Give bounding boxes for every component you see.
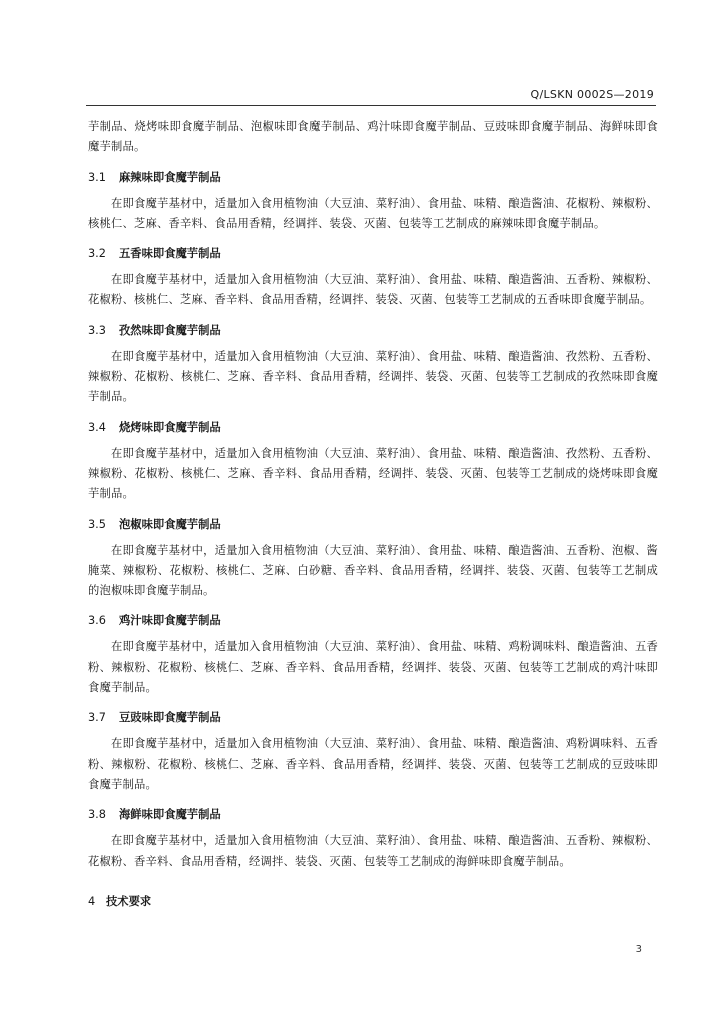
section-body-3-6: 在即食魔芋基材中，适量加入食用植物油（大豆油、菜籽油）、食用盐、味精、鸡粉调味料、酿造酱油、五香粉、辣椒粉、花椒粉、核桃仁、芝麻、香辛料、食品用香精，经调拌、装袋、灭菌、包装等工艺制成的鸡汁味即食魔芋制品。 [88, 640, 658, 695]
section-heading-3-3 [88, 321, 658, 341]
section-title: 泡椒味即食魔芋制品 [119, 517, 221, 531]
section-number: 3.2 [88, 247, 106, 261]
section-number: 3.8 [88, 808, 106, 822]
section-title: 孜然味即食魔芋制品 [119, 323, 221, 337]
section-title: 烧烤味即食魔芋制品 [119, 420, 221, 434]
section-heading-3-6 [88, 611, 658, 631]
section-heading-3-5 [88, 515, 658, 535]
section-number: 4 [88, 894, 96, 908]
section-number: 3.6 [88, 614, 106, 628]
section-heading-3-8 [88, 805, 658, 825]
section-title: 五香味即食魔芋制品 [119, 247, 221, 261]
document-body [88, 117, 658, 912]
section-title: 鸡汁味即食魔芋制品 [119, 614, 221, 628]
section-heading-3-2 [88, 244, 658, 264]
intro-paragraph: 芋制品、烧烤味即食魔芋制品、泡椒味即食魔芋制品、鸡汁味即食魔芋制品、豆豉味即食魔芋制品、海鲜味即食魔芋制品。 [88, 120, 658, 154]
standard-code: Q/LSKN 0002S—2019 [530, 88, 654, 101]
section-number: 3.4 [88, 420, 106, 434]
section-body-3-5: 在即食魔芋基材中，适量加入食用植物油（大豆油、菜籽油）、食用盐、味精、酿造酱油、五香粉、泡椒、酱腌菜、辣椒粉、花椒粉、核桃仁、芝麻、白砂糖、香辛料、食品用香精，经调拌、装袋、灭菌、包装等工艺制成的泡椒味即食魔芋制品。 [88, 543, 658, 598]
section-body-3-3: 在即食魔芋基材中，适量加入食用植物油（大豆油、菜籽油）、食用盐、味精、酿造酱油、孜然粉、五香粉、辣椒粉、花椒粉、核桃仁、芝麻、香辛料、食品用香精，经调拌、装袋、灭菌、包装等工艺制成的孜然味即食魔芋制品。 [88, 349, 658, 404]
section-body-3-1: 在即食魔芋基材中，适量加入食用植物油（大豆油、菜籽油）、食用盐、味精、酿造酱油、花椒粉、辣椒粉、核桃仁、芝麻、香辛料、食品用香精，经调拌、装袋、灭菌、包装等工艺制成的麻辣味即食魔芋制品。 [88, 196, 658, 230]
header-rule [86, 105, 656, 106]
section-number: 3.7 [88, 711, 106, 725]
section-number: 3.1 [88, 170, 106, 184]
section-heading-3-1 [88, 168, 658, 188]
section-number: 3.5 [88, 517, 106, 531]
section-title: 技术要求 [106, 894, 152, 908]
section-body-3-4: 在即食魔芋基材中，适量加入食用植物油（大豆油、菜籽油）、食用盐、味精、酿造酱油、孜然粉、五香粉、辣椒粉、花椒粉、核桃仁、芝麻、香辛料、食品用香精，经调拌、装袋、灭菌、包装等工艺制成的烧烤味即食魔芋制品。 [88, 446, 658, 501]
section-body-3-8: 在即食魔芋基材中，适量加入食用植物油（大豆油、菜籽油）、食用盐、味精、酿造酱油、五香粉、辣椒粉、花椒粉、香辛料、食品用香精，经调拌、装袋、灭菌、包装等工艺制成的海鲜味即食魔芋制品。 [88, 834, 658, 868]
section-title: 豆豉味即食魔芋制品 [119, 711, 221, 725]
section-heading-4 [88, 892, 658, 912]
section-title: 海鲜味即食魔芋制品 [119, 808, 221, 822]
section-title: 麻辣味即食魔芋制品 [119, 170, 221, 184]
section-body-3-2: 在即食魔芋基材中，适量加入食用植物油（大豆油、菜籽油）、食用盐、味精、酿造酱油、五香粉、辣椒粉、花椒粉、核桃仁、芝麻、香辛料、食品用香精，经调拌、装袋、灭菌、包装等工艺制成的五香味即食魔芋制品。 [88, 273, 658, 307]
section-heading-3-4 [88, 418, 658, 438]
section-number: 3.3 [88, 323, 106, 337]
page-number: 3 [635, 944, 642, 955]
section-body-3-7: 在即食魔芋基材中，适量加入食用植物油（大豆油、菜籽油）、食用盐、味精、酿造酱油、鸡粉调味料、五香粉、辣椒粉、花椒粉、核桃仁、芝麻、香辛料、食品用香精，经调拌、装袋、灭菌、包装等工艺制成的豆豉味即食魔芋制品。 [88, 737, 658, 791]
section-heading-3-7 [88, 708, 658, 728]
